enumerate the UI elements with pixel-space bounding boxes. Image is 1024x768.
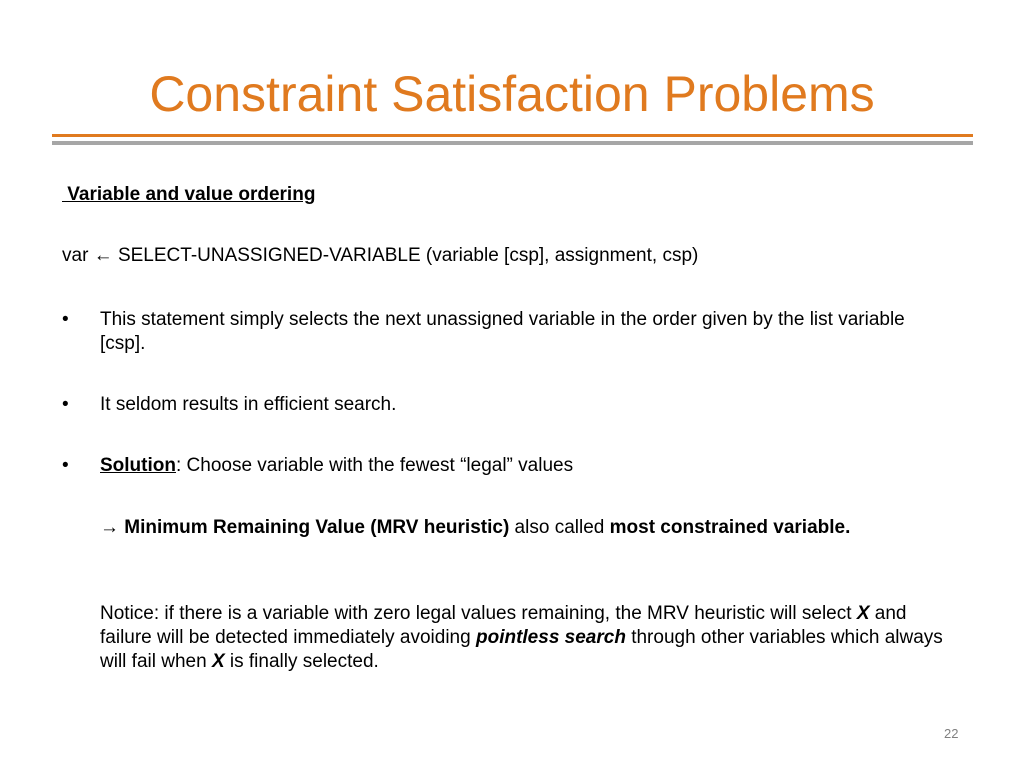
mrv-paragraph bbox=[100, 516, 950, 540]
pointless-search-emphasis: pointless search bbox=[475, 627, 626, 648]
bullet-item bbox=[100, 393, 950, 417]
bullet-marker: • bbox=[62, 394, 69, 415]
variable-x: X bbox=[211, 651, 225, 672]
arrow-glyph: → bbox=[100, 517, 125, 538]
bullet-item bbox=[100, 308, 950, 356]
mrv-middle-text: also called bbox=[509, 517, 610, 538]
slide-title: Constraint Satisfaction Problems bbox=[149, 66, 875, 122]
notice-text: and failure will be detected immediately avoiding bbox=[100, 603, 907, 648]
solution-label: Solution bbox=[100, 455, 176, 476]
mrv-term: Minimum Remaining Value (MRV heuristic) bbox=[124, 517, 510, 538]
title-divider-gray bbox=[52, 141, 973, 145]
section-heading: Variable and value ordering bbox=[62, 184, 316, 205]
notice-text: Notice: if there is a variable with zero legal values remaining, the MRV heuristic will select bbox=[100, 603, 857, 624]
notice-text: is finally selected. bbox=[224, 651, 379, 672]
notice-text: through other variables which always will fail when bbox=[100, 627, 943, 672]
notice-paragraph bbox=[100, 602, 950, 674]
bullet-item bbox=[100, 454, 950, 478]
bullet-marker: • bbox=[62, 455, 69, 476]
variable-x: X bbox=[856, 603, 870, 624]
mrv-alt-term: most constrained variable. bbox=[609, 517, 851, 538]
bullet-marker: • bbox=[62, 309, 69, 330]
page-number: 22 bbox=[944, 726, 959, 741]
bullet-text: This statement simply selects the next unassigned variable in the order given by the list variable [csp]. bbox=[100, 309, 905, 354]
bullet-text: It seldom results in efficient search. bbox=[100, 394, 397, 415]
bullet-text: : Choose variable with the fewest “legal” values bbox=[175, 455, 574, 476]
pseudocode-line: var ← SELECT-UNASSIGNED-VARIABLE (variable [csp], assignment, csp) bbox=[62, 245, 699, 266]
title-divider-orange bbox=[52, 134, 973, 137]
